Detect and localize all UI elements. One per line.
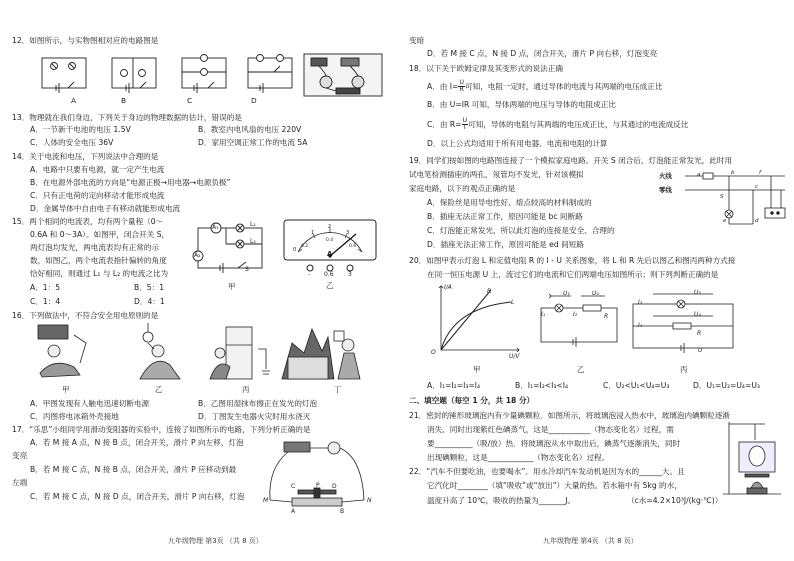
q19-option-b: B．插座无法正常工作，原因可能是 bc 间断路 xyxy=(427,212,583,221)
q20-option-a: A．I₁=I₂=I₃=I₄ xyxy=(427,381,481,390)
q15-scale-02: 0.2 xyxy=(301,244,309,249)
page-4-column xyxy=(397,0,794,561)
q14-option-a: A．电路中只要有电源，就一定产生电流 xyxy=(30,165,165,174)
q18-option-a-suffix: 可知，电阻一定时，通过导体的电流与其两端的电压成正比 xyxy=(465,81,663,91)
q15-scale-0: 0 xyxy=(293,247,297,253)
q15-scale-2: 2 xyxy=(328,224,332,230)
q20-option-c: C．U₂<U₁<U₄=U₃ xyxy=(603,381,670,390)
q15-line-5: 恰好相同，则通过 L₁ 与 L₂ 的电流之比为 xyxy=(30,269,169,278)
fraction-denominator: R xyxy=(459,86,464,94)
q12-option-a-label: A xyxy=(71,96,77,105)
q17-option-d: D．若 M 接 C 点，N 接 D 点，闭合开关，滑片 P 向右移，灯泡变亮 xyxy=(427,49,658,58)
page-4-footer: 九年级物理 第4页 （共 8 页） xyxy=(543,537,638,545)
q12-stem: 12．如图所示，与实物图相对应的电路图是 xyxy=(12,36,159,45)
q13-stem: 13．物理就在我们身边，下列关于身边的物理数据的估计，错误的是 xyxy=(12,113,242,122)
q15-caption-yi: 乙 xyxy=(326,281,334,290)
q17-option-a-line-2: 变亮 xyxy=(12,451,28,460)
q19-point-a: a xyxy=(697,172,701,178)
q16-caption-ding: 丁 xyxy=(334,385,342,394)
q19-option-d: D．插座无法正常工作，原因可能是 ed 间短路 xyxy=(427,240,584,249)
q15-label-l2: L₂ xyxy=(250,238,256,245)
q21-line-1: 21．密封的锤形玻璃泡内有少量碘颗粒．如图所示，将玻璃泡浸入热水中，玻璃泡内碘颗粒逐渐 xyxy=(409,411,731,420)
q16-option-d: D．丁图发生电器火灾时用水浇灭 xyxy=(198,412,311,421)
q17-label-a: A xyxy=(291,508,296,515)
q15-terminal-06: 0.6 xyxy=(324,271,334,278)
q17-option-c-continued: 变暗 xyxy=(409,36,425,45)
q18-stem: 18．以下关于欧姆定律及其变形式的说法正确 xyxy=(409,64,563,73)
q19-point-d: d xyxy=(755,218,759,224)
q15-terminal-3: 3 xyxy=(348,271,352,278)
q12-circuit-options xyxy=(36,52,386,100)
q19-line-2: 试电笔检测插座的两孔，氖管均不发光，针对该模拟 xyxy=(409,170,584,179)
q15-circuit-jia xyxy=(190,218,270,280)
q19-option-a: A．保险丝是用导电性好、熔点较高的材料制成的 xyxy=(427,198,592,207)
q15-option-c: C．1：4 xyxy=(30,297,61,306)
q14-option-c: C．只有正电荷的定向移动才能形成电流 xyxy=(30,191,165,200)
q20-line-1: 20．如图甲表示灯泡 L 和定值电阻 R 的 I - U 关系图象，将 L 和 R 先后以图乙和图丙两种方式接 xyxy=(409,256,736,265)
q18-option-a xyxy=(427,80,662,94)
q17-option-c-line-1: C．若 M 接 C 点，N 接 D 点，闭合开关，滑片 P 向右移，灯泡 xyxy=(30,492,245,501)
q19-point-e: e xyxy=(723,218,727,224)
q20-graph-origin: O xyxy=(431,349,436,356)
q20-graph-y-label: I/A xyxy=(444,284,452,291)
q15-line-3: 两灯泡均发光，两电流表均有正常的示 xyxy=(30,243,160,252)
section-2-heading: 二、填空题（每空 1 分，共 18 分） xyxy=(409,396,535,405)
q18-option-d: D．以上公式均适用于所有用电器、电流和电阻的计算 xyxy=(427,139,608,148)
q18-option-c-prefix: C．由 R= xyxy=(427,119,462,129)
q15-scale-1: 1 xyxy=(311,230,315,236)
q16-caption-bing: 丙 xyxy=(242,385,250,394)
q13-option-c: C．人体的安全电压 36V xyxy=(30,138,114,147)
fraction-numerator: U xyxy=(462,117,468,124)
q17-stem: 17．“乐思”小组同学用滑动变阻器的实验中，连接了如图所示的电路，下列分析正确的是 xyxy=(12,425,311,434)
q14-option-d: D．金属导体中自由电子有移动就能形成电流 xyxy=(30,204,181,213)
q13-option-a: A．一节新干电池的电压 1.5V xyxy=(30,125,131,134)
q20-bing-u4: U₄ xyxy=(694,311,701,318)
q19-line-1: 19．同学们按如图的电路图连接了一个模拟家庭电路。开关 S 闭合后，灯泡能正常发光，此时用 xyxy=(409,156,733,165)
q17-label-d: D xyxy=(332,483,337,490)
q22-line-3: 温度升高了 10℃，吸收的热量为_______J。 xyxy=(427,496,576,505)
q15-line-4: 数，如图乙，两个电流表指针偏转的角度 xyxy=(30,256,167,265)
q20-yi-u1: U₁ xyxy=(563,290,570,297)
q18-option-b: B．由 U=IR 可知，导体两端的电压与导体的电阻成正比 xyxy=(427,100,616,109)
q15-label-a1: A₁ xyxy=(212,224,219,231)
q20-option-b: B．I₁=I₂<I₃<I₄ xyxy=(515,381,569,390)
q20-bing-u3: U₃ xyxy=(694,289,701,296)
q15-terminal-minus: - xyxy=(308,271,311,278)
q21-line-2: 消失、同时出现紫红色碘蒸气，这是___________（物态变化名）过程，需 xyxy=(427,425,674,434)
q20-yi-i1: I₁ xyxy=(541,311,546,318)
q20-bing-u: U xyxy=(698,347,703,354)
q20-circuit-yi xyxy=(537,290,621,350)
q22-specific-heat-formula: （c水=4.2×10³J/(kg·℃)） xyxy=(627,496,723,505)
q16-caption-jia: 甲 xyxy=(62,385,70,394)
q20-circuit-bing xyxy=(629,290,739,358)
q20-caption-yi: 乙 xyxy=(577,365,585,374)
q15-option-a: A．1：5 xyxy=(30,283,61,292)
q19-point-b: b xyxy=(731,170,735,176)
q20-option-d: D．U₁=U₂=U₄=U₃ xyxy=(693,381,760,390)
q15-scale-06: 0.6 xyxy=(349,244,357,249)
q21-line-4: 出现碘颗粒，这是____________（物态变化名）过程。 xyxy=(427,453,610,462)
q17-option-b-line-1: B．若 M 接 C 点，N 接 B 点，闭合开关，滑片 P 应移动到最 xyxy=(30,465,237,474)
q14-option-b: B．在电源外部电流的方向是“电源正极→用电器→电源负极” xyxy=(30,178,231,187)
q15-scale-3: 3 xyxy=(346,230,350,236)
q19-neutral-wire-label: 零线 xyxy=(659,186,672,194)
q15-option-b: B．5：1 xyxy=(134,283,165,292)
q15-label-s: S xyxy=(245,266,249,273)
q17-option-b-line-2: 左端 xyxy=(12,478,28,487)
q20-graph-r: R xyxy=(487,288,492,295)
q15-option-d: D．4：1 xyxy=(134,297,165,306)
q17-label-m: M xyxy=(263,497,269,504)
q12-option-b-label: B xyxy=(121,96,127,105)
q22-line-1: 22．“汽车不但要吃油，也要喝水”．用水冷却汽车发动机是因为水的______大。且 xyxy=(409,467,685,476)
q20-yi-u2: U₂ xyxy=(592,290,599,297)
q20-graph-l: L xyxy=(511,299,515,306)
q15-label-l1: L₁ xyxy=(250,221,256,228)
q16-option-b: B．乙图用湿抹布擦正在发光的灯泡 xyxy=(198,399,318,408)
q21-apparatus xyxy=(721,418,789,496)
q16-option-a: A．甲图发现有人触电迅速切断电源 xyxy=(30,399,150,408)
q16-option-c: C．丙图将电冰箱外壳接地 xyxy=(30,412,119,421)
q19-option-c: C．灯泡能正常发光，所以此灯泡的连接是安全、合理的 xyxy=(427,226,615,235)
q16-caption-yi: 乙 xyxy=(155,385,163,394)
q20-graph-x-label: U/V xyxy=(509,353,520,360)
q18-option-c xyxy=(427,118,688,132)
q17-label-n: N xyxy=(367,497,372,504)
q20-line-2: 在同一恒压电源 U 上，流过它们的电流和它们两端电压如图所示；则下列判断正确的是 xyxy=(427,270,719,279)
q19-line-3: 家庭电路，以下的观点正确的是 xyxy=(409,184,516,193)
q17-label-b: B xyxy=(340,508,345,515)
q20-bing-r: R xyxy=(697,330,702,337)
q15-meter-a: A xyxy=(327,250,333,258)
q20-bing-i3: I₃ xyxy=(638,299,643,306)
q19-switch-s: S xyxy=(720,194,724,200)
q18-option-c-suffix: 可知，导体的电阻与其两端的电压成正比，与其通过的电流成反比 xyxy=(468,119,689,129)
q18-option-a-prefix: A．由 I= xyxy=(427,81,459,91)
q17-label-p: P xyxy=(316,482,320,489)
page-3-footer: 九年级物理 第3页 （共 8 页） xyxy=(168,537,263,545)
q15-line-1: 15．两个相同的电流表，均有两个量程（0～ xyxy=(12,217,164,226)
q19-point-c: c xyxy=(755,184,759,190)
fraction-denominator: I xyxy=(463,124,466,132)
q17-rheostat-figure xyxy=(258,438,378,516)
q20-caption-bing: 丙 xyxy=(680,365,688,374)
q22-line-2: 它汽化时________（填“吸收”或“放出”）大量的热。若水箱中有 5kg 的水， xyxy=(427,481,682,490)
q20-iu-graph xyxy=(433,284,523,354)
q13-option-d: D．家用空调正常工作的电流 5A xyxy=(198,138,308,147)
q20-yi-i2: I₂ xyxy=(573,311,578,318)
fraction-numerator: U xyxy=(459,79,465,86)
q13-option-b: B．教室内电风扇的电压 220V xyxy=(198,125,302,134)
q12-option-c-label: C xyxy=(187,96,193,105)
q16-stem: 16．下列做法中，不符合安全用电原则的是 xyxy=(12,311,159,320)
q17-label-c: C xyxy=(291,483,296,490)
q19-point-f: f xyxy=(759,170,761,176)
q14-stem: 14．关于电流和电压，下列说法中合理的是 xyxy=(12,152,159,161)
q15-label-a2: A₂ xyxy=(194,252,201,259)
q15-line-2: 0.6A 和 0～3A）。如图甲，闭合开关 S， xyxy=(30,230,170,239)
q17-option-a-line-1: A．若 M 接 A 点，N 接 B 点，闭合开关，滑片 P 向左移，灯泡 xyxy=(30,438,244,447)
q20-yi-r: R xyxy=(604,313,609,320)
q12-option-d-label: D xyxy=(251,96,257,105)
q20-caption-jia: 甲 xyxy=(473,365,481,374)
q15-caption-jia: 甲 xyxy=(228,282,236,291)
q21-line-3: 要__________（吸/放）热．将玻璃泡从水中取出后，碘蒸气逐渐消失，同时 xyxy=(427,439,681,448)
q16-illustrations xyxy=(30,323,370,383)
q15-scale-04: 0.4 xyxy=(326,238,334,243)
q19-live-wire-label: 火线 xyxy=(659,172,672,180)
q20-bing-i4: I₄ xyxy=(638,322,643,329)
